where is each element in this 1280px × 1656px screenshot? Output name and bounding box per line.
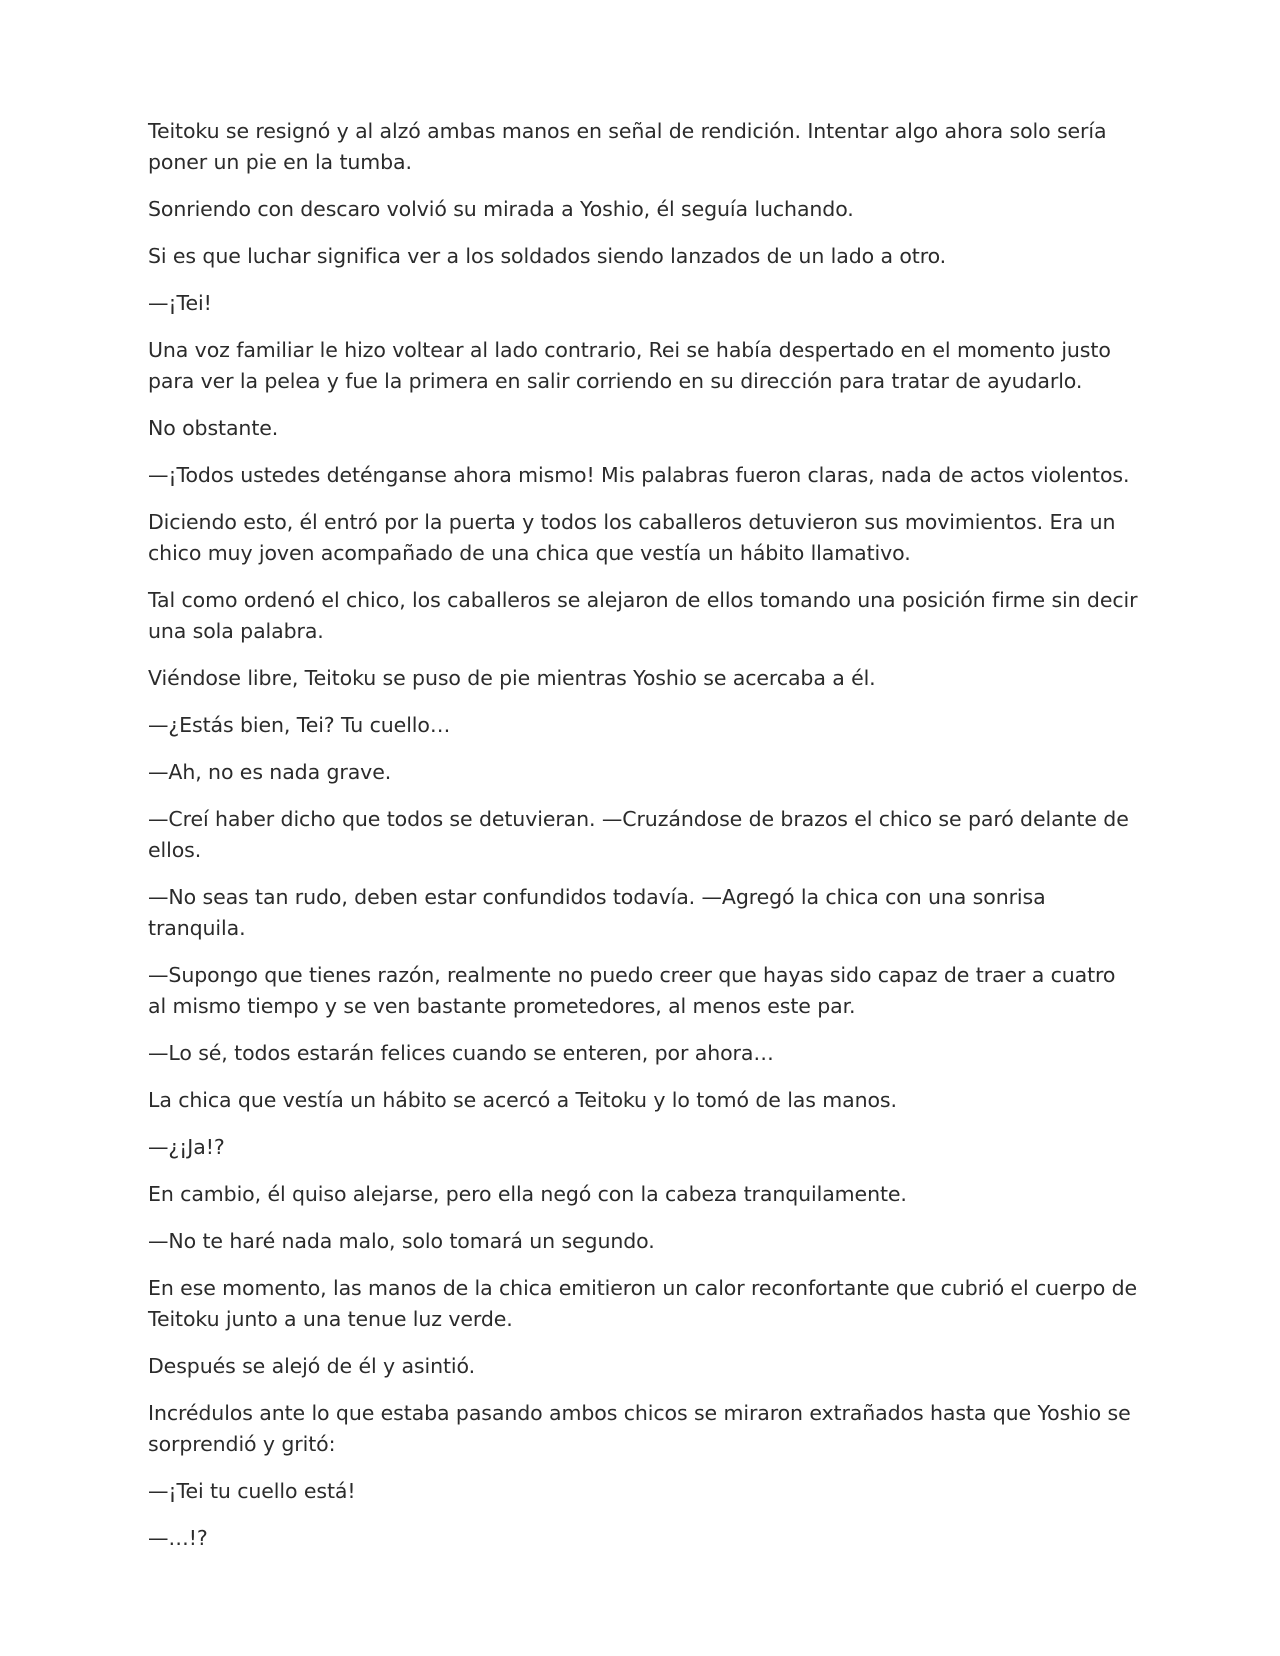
paragraph: En cambio, él quiso alejarse, pero ella negó con la cabeza tranquilamente. bbox=[148, 1182, 907, 1206]
paragraph: Si es que luchar significa ver a los soldados siendo lanzados de un lado a otro. bbox=[148, 244, 947, 268]
paragraph: —¿¡Ja!? bbox=[148, 1135, 225, 1159]
paragraph: La chica que vestía un hábito se acercó a Teitoku y lo tomó de las manos. bbox=[148, 1088, 897, 1112]
paragraph: Viéndose libre, Teitoku se puso de pie mientras Yoshio se acercaba a él. bbox=[148, 666, 876, 690]
document-page bbox=[148, 116, 1138, 1570]
paragraph: —¿Estás bien, Tei? Tu cuello… bbox=[148, 713, 451, 737]
paragraph: Diciendo esto, él entró por la puerta y todos los caballeros detuvieron sus movimientos. Era un chico muy joven acompañado de una chica que vestía un hábito llamativo. bbox=[148, 510, 1116, 565]
paragraph: —¡Todos ustedes deténganse ahora mismo! Mis palabras fueron claras, nada de actos violentos. bbox=[148, 463, 1130, 487]
paragraph: —¡Tei! bbox=[148, 291, 212, 315]
paragraph: No obstante. bbox=[148, 416, 279, 440]
paragraph: —Creí haber dicho que todos se detuvieran. —Cruzándose de brazos el chico se paró delante de ellos. bbox=[148, 807, 1129, 862]
paragraph: Sonriendo con descaro volvió su mirada a Yoshio, él seguía luchando. bbox=[148, 197, 854, 221]
paragraph: Incrédulos ante lo que estaba pasando ambos chicos se miraron extrañados hasta que Yoshio se sorprendió y gritó: bbox=[148, 1401, 1131, 1456]
paragraph: —No te haré nada malo, solo tomará un segundo. bbox=[148, 1229, 655, 1253]
paragraph: —Supongo que tienes razón, realmente no puedo creer que hayas sido capaz de traer a cuatro al mismo tiempo y se ven bastante prometedores, al menos este par. bbox=[148, 963, 1116, 1018]
paragraph: —…!? bbox=[148, 1526, 208, 1550]
paragraph: —No seas tan rudo, deben estar confundidos todavía. —Agregó la chica con una sonrisa tranquila. bbox=[148, 885, 1046, 940]
paragraph: En ese momento, las manos de la chica emitieron un calor reconfortante que cubrió el cuerpo de Teitoku junto a una tenue luz verde. bbox=[148, 1276, 1138, 1331]
paragraph: —¡Tei tu cuello está! bbox=[148, 1479, 356, 1503]
paragraph: —Ah, no es nada grave. bbox=[148, 760, 392, 784]
paragraph: Después se alejó de él y asintió. bbox=[148, 1354, 476, 1378]
paragraph: Tal como ordenó el chico, los caballeros se alejaron de ellos tomando una posición firme sin decir una sola palabra. bbox=[148, 588, 1138, 643]
paragraph: Teitoku se resignó y al alzó ambas manos en señal de rendición. Intentar algo ahora solo sería poner un pie en la tumba. bbox=[148, 119, 1107, 174]
paragraph: —Lo sé, todos estarán felices cuando se enteren, por ahora… bbox=[148, 1041, 774, 1065]
paragraph: Una voz familiar le hizo voltear al lado contrario, Rei se había despertado en el momento justo para ver la pelea y fue la primera en salir corriendo en su dirección para tratar de ayudarlo. bbox=[148, 338, 1111, 393]
